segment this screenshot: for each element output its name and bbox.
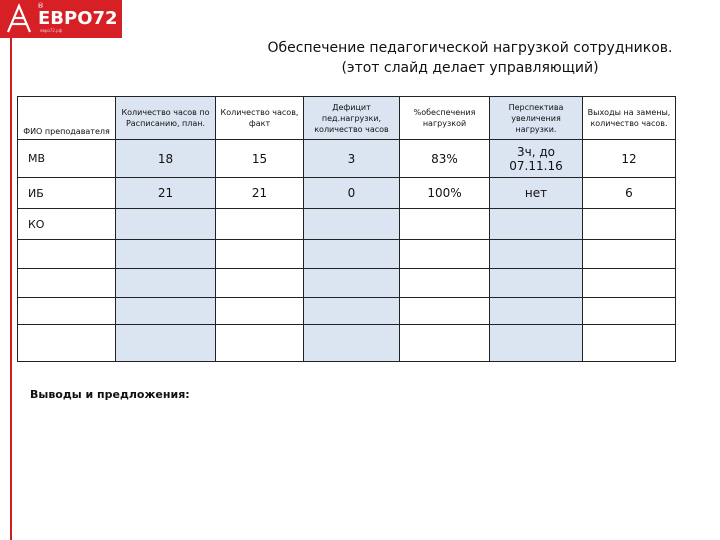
- table-row-empty: [18, 325, 676, 362]
- cell-outlook: [490, 209, 583, 240]
- cell-empty: [304, 240, 400, 269]
- cell-fact: 21: [216, 178, 304, 209]
- header-fio: ФИО преподавателя: [18, 97, 116, 140]
- cell-plan: 21: [116, 178, 216, 209]
- cell-empty: [216, 269, 304, 298]
- cell-empty: [18, 240, 116, 269]
- cell-outlook: 3ч, до 07.11.16: [490, 140, 583, 178]
- cell-plan: 18: [116, 140, 216, 178]
- cell-plan: [116, 209, 216, 240]
- slide-title: [230, 38, 710, 78]
- cell-empty: [490, 298, 583, 325]
- header-outlook: Перспектива увеличения нагрузки.: [490, 97, 583, 140]
- cell-empty: [583, 240, 676, 269]
- header-fact-hours: Количество часов, факт: [216, 97, 304, 140]
- cell-empty: [304, 298, 400, 325]
- logo-emblem-icon: [4, 2, 34, 36]
- cell-empty: [18, 298, 116, 325]
- cell-empty: [116, 298, 216, 325]
- cell-name: ИБ: [18, 178, 116, 209]
- cell-deficit: [304, 209, 400, 240]
- cell-empty: [216, 298, 304, 325]
- cell-empty: [583, 269, 676, 298]
- table-row: [18, 140, 676, 178]
- cell-percent: 83%: [400, 140, 490, 178]
- cell-empty: [304, 325, 400, 362]
- cell-deficit: 3: [304, 140, 400, 178]
- cell-fact: [216, 209, 304, 240]
- conclusions-label: Выводы и предложения:: [30, 388, 190, 401]
- cell-empty: [116, 269, 216, 298]
- header-percent: %обеспечения нагрузкой: [400, 97, 490, 140]
- logo-subtext: евро72.рф: [40, 28, 63, 33]
- header-plan-hours: Количество часов по Расписанию, план.: [116, 97, 216, 140]
- cell-empty: [583, 298, 676, 325]
- table-row: [18, 178, 676, 209]
- cell-empty: [583, 325, 676, 362]
- workload-table: [17, 96, 676, 362]
- cell-empty: [400, 325, 490, 362]
- cell-empty: [216, 325, 304, 362]
- cell-empty: [18, 269, 116, 298]
- logo-text: ЕВРО72: [38, 8, 118, 29]
- cell-fact: 15: [216, 140, 304, 178]
- left-red-rule: [10, 0, 12, 540]
- table-row-empty: [18, 269, 676, 298]
- cell-replacements: 12: [583, 140, 676, 178]
- cell-empty: [400, 269, 490, 298]
- cell-empty: [304, 269, 400, 298]
- cell-empty: [490, 269, 583, 298]
- cell-outlook: нет: [490, 178, 583, 209]
- cell-empty: [116, 240, 216, 269]
- title-line-2: (этот слайд делает управляющий): [341, 60, 599, 76]
- header-deficit: Дефицит пед.нагрузки, количество часов: [304, 97, 400, 140]
- cell-empty: [490, 240, 583, 269]
- header-replacements: Выходы на замены, количество часов.: [583, 97, 676, 140]
- cell-empty: [18, 325, 116, 362]
- cell-replacements: 6: [583, 178, 676, 209]
- cell-replacements: [583, 209, 676, 240]
- cell-empty: [400, 240, 490, 269]
- cell-deficit: 0: [304, 178, 400, 209]
- cell-empty: [400, 298, 490, 325]
- evro72-logo: [0, 0, 122, 38]
- cell-name: МВ: [18, 140, 116, 178]
- cell-name: КО: [18, 209, 116, 240]
- cell-empty: [116, 325, 216, 362]
- table-row-empty: [18, 240, 676, 269]
- table-row: [18, 209, 676, 240]
- table-header-row: [18, 97, 676, 140]
- cell-empty: [216, 240, 304, 269]
- table-row-empty: [18, 298, 676, 325]
- title-line-1: Обеспечение педагогической нагрузкой сотрудников.: [267, 40, 673, 56]
- cell-percent: [400, 209, 490, 240]
- logo-registered-mark: ®: [37, 2, 44, 10]
- cell-percent: 100%: [400, 178, 490, 209]
- cell-empty: [490, 325, 583, 362]
